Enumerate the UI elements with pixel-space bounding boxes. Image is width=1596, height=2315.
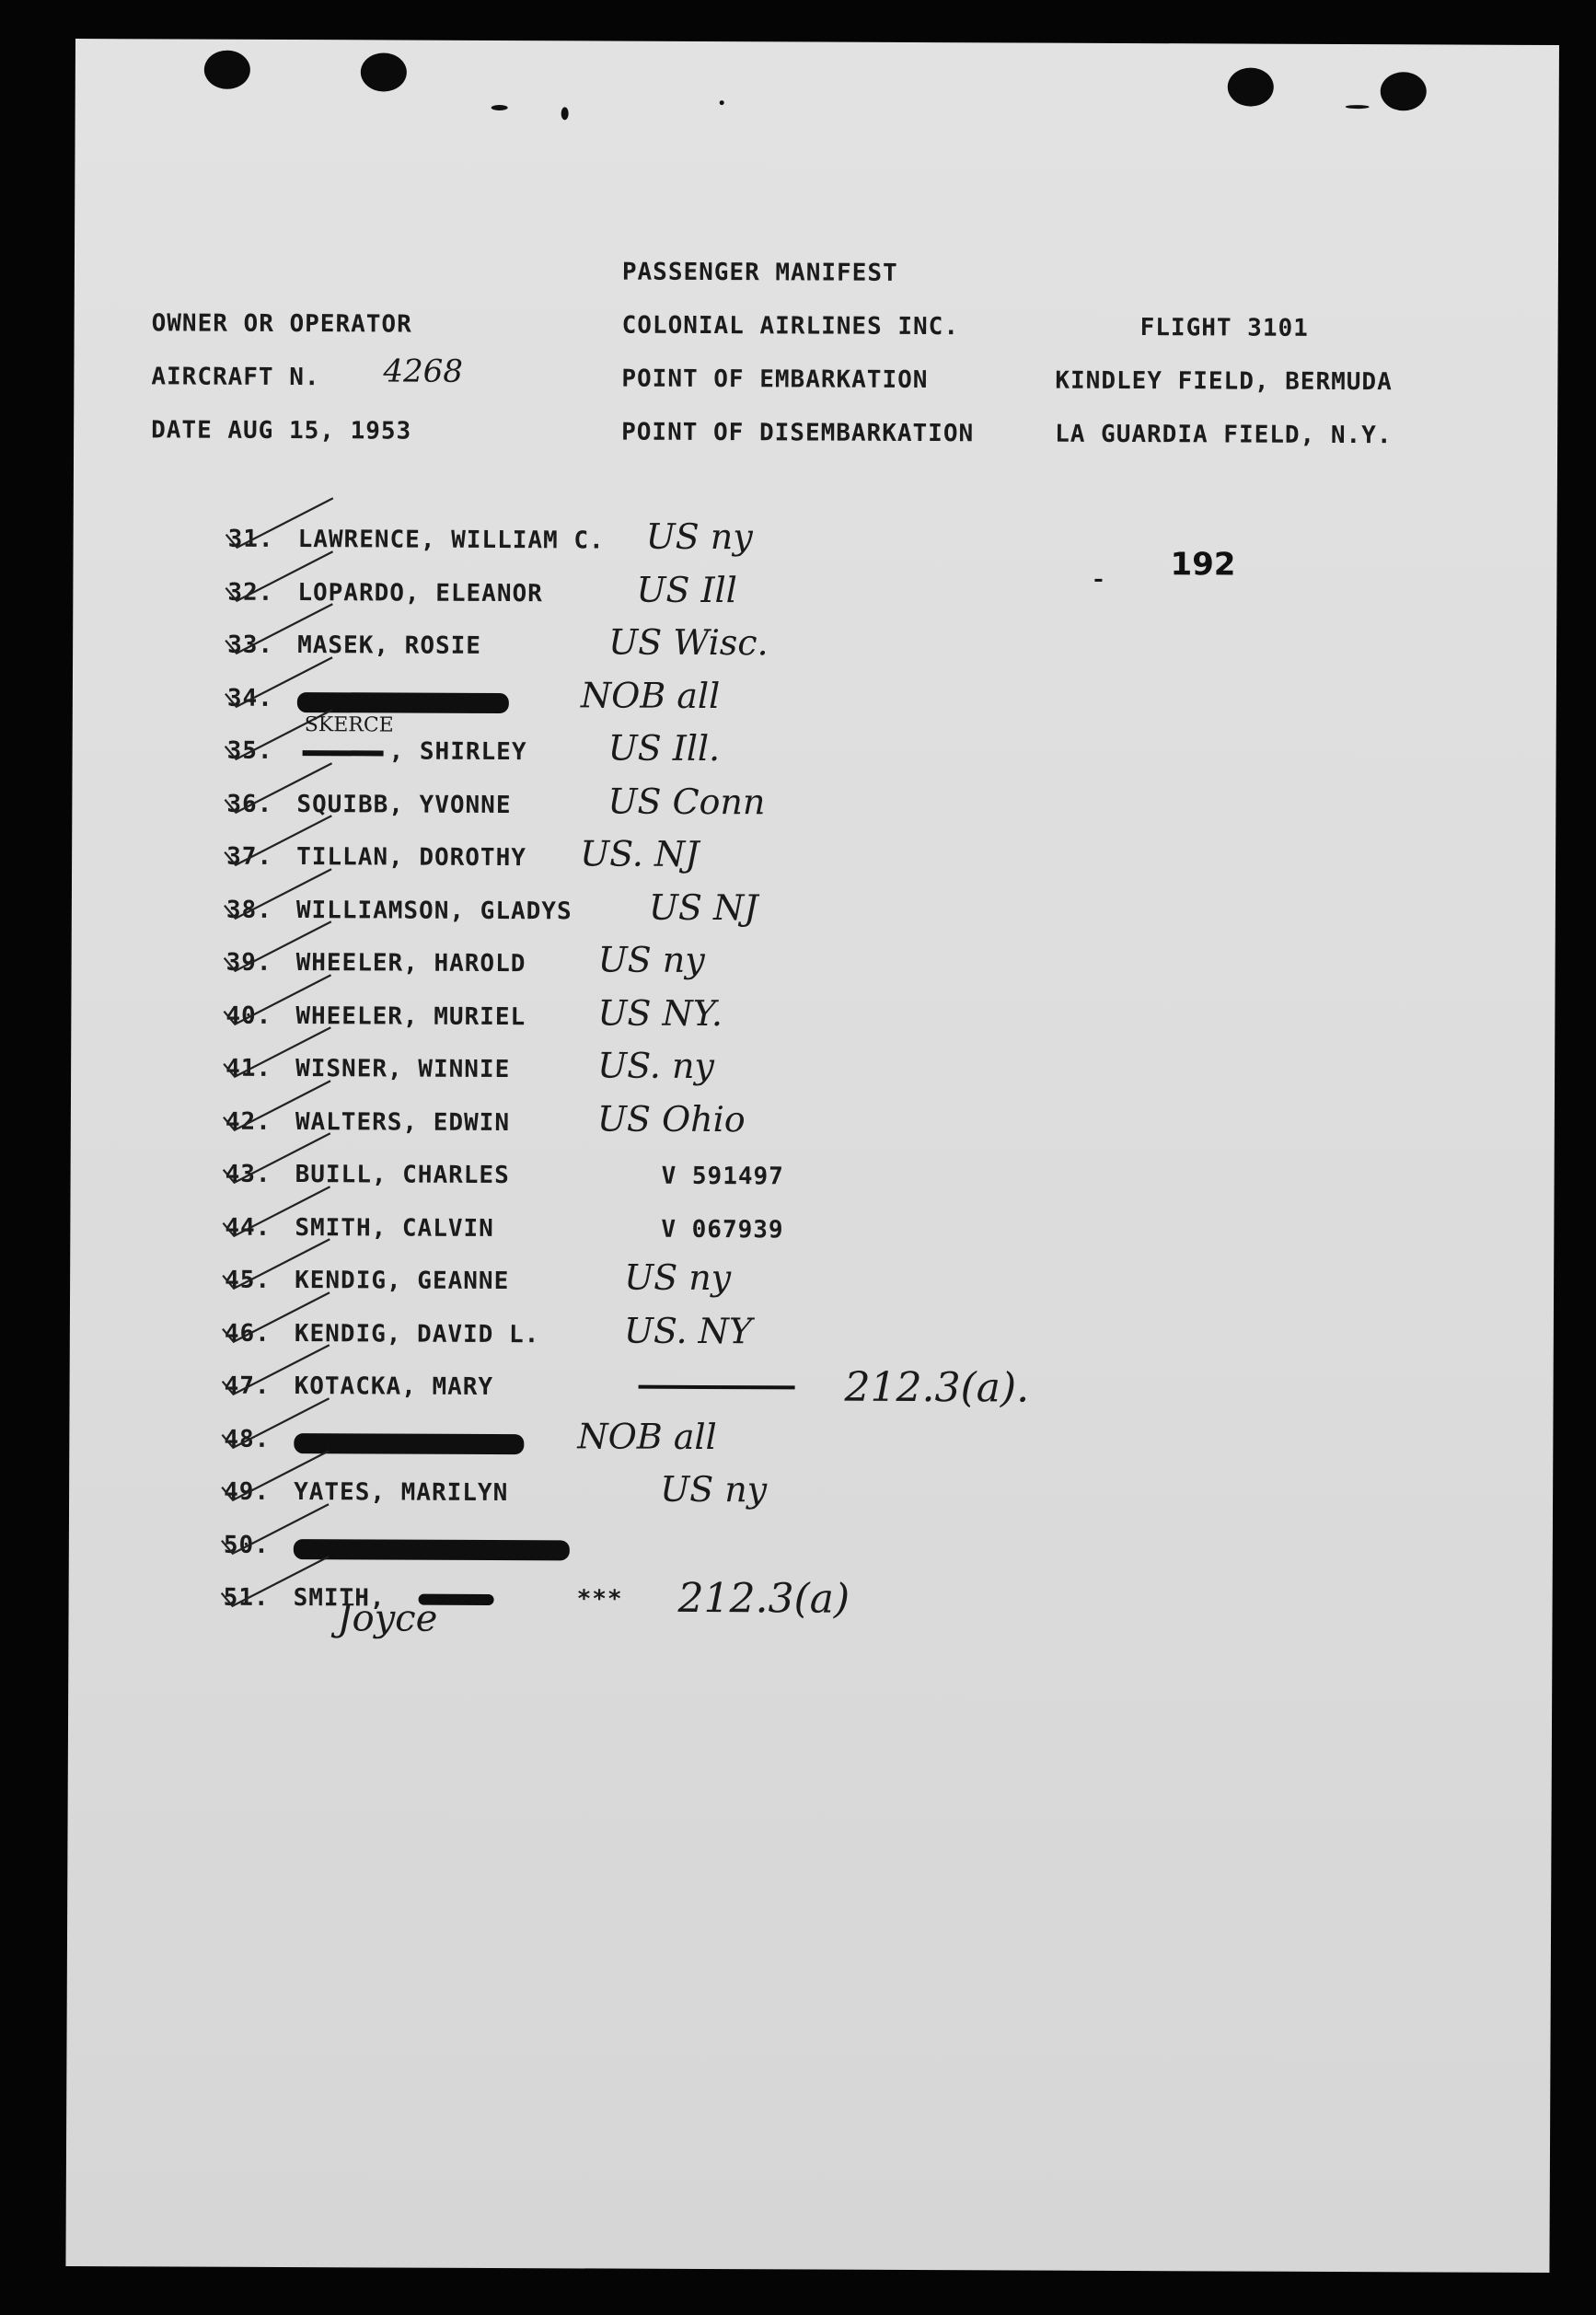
passenger-number: 46. (224, 1319, 271, 1348)
handwritten-nationality-note: US Ill. (607, 727, 721, 770)
passenger-name: WHEELER, HAROLD (295, 949, 526, 978)
passenger-number: 45. (225, 1266, 272, 1294)
passenger-name: KENDIG, GEANNE (295, 1267, 510, 1296)
struck-visa-number (639, 1385, 795, 1390)
flight-number: FLIGHT 3101 (1139, 314, 1309, 342)
handwritten-nationality-note: 212.3(a). (844, 1363, 1030, 1412)
date-label: DATE AUG 15, 1953 (151, 416, 412, 446)
handwritten-nationality-note: US. NJ (580, 833, 700, 874)
tick-mark (1094, 579, 1102, 582)
asterisk-marker: *** (576, 1585, 623, 1614)
passenger-number: 43. (225, 1160, 272, 1188)
passenger-number: 42. (225, 1107, 272, 1136)
embarkation-label: POINT OF EMBARKATION (621, 365, 929, 395)
punch-hole (361, 52, 407, 91)
passenger-name: WISNER, WINNIE (295, 1055, 511, 1084)
passenger-name: LAWRENCE, WILLIAM C. (297, 526, 605, 555)
handwritten-nationality-note: US Conn (607, 781, 766, 822)
handwritten-nationality-note: US NY. (597, 991, 723, 1034)
passenger-number: 47. (224, 1372, 271, 1400)
disembarkation-label: POINT OF DISEMBARKATION (621, 418, 975, 448)
passenger-number: 49. (224, 1477, 271, 1506)
passenger-name: SQUIBB, YVONNE (296, 790, 512, 819)
aircraft-number: 4268 (383, 353, 464, 390)
handwritten-nationality-note: US ny (645, 515, 753, 558)
aircraft-label: AIRCRAFT N. (151, 363, 320, 392)
handwritten-nationality-note: US Ill (636, 569, 737, 610)
passenger-name: KENDIG, DAVID L. (294, 1319, 540, 1348)
passenger-name: TILLAN, DOROTHY (296, 843, 526, 873)
punch-hole (1381, 72, 1427, 110)
passenger-name: WILLIAMSON, GLADYS (295, 896, 572, 925)
passenger-number: 37. (226, 842, 273, 871)
handwritten-nationality-note: US ny (660, 1468, 768, 1511)
passenger-name: SMITH, CALVIN (295, 1213, 494, 1243)
handwritten-nationality-note: US NJ (648, 886, 758, 928)
punch-hole (1228, 67, 1274, 106)
passenger-name: SMITH, (293, 1584, 386, 1613)
speck (1346, 105, 1370, 109)
passenger-number: 33. (227, 631, 274, 659)
visa-number: V 067939 (661, 1215, 784, 1244)
passenger-number: 31. (227, 525, 274, 553)
passenger-name: WHEELER, MURIEL (295, 1001, 526, 1031)
passenger-number: 41. (226, 1054, 272, 1082)
passenger-name: , SHIRLEY (388, 737, 527, 767)
passenger-name: WALTERS, EDWIN (295, 1107, 511, 1137)
page-number: 192 (1170, 546, 1236, 584)
passenger-name: KOTACKA, MARY (294, 1372, 494, 1401)
handwritten-nationality-note: US Ohio (596, 1097, 746, 1140)
speck (492, 105, 508, 110)
redacted-name (297, 692, 509, 713)
redacted-name (294, 1433, 524, 1454)
passenger-number: 51. (223, 1583, 270, 1612)
passenger-number: 38. (226, 896, 272, 924)
passenger-number: 36. (226, 790, 273, 818)
handwritten-nationality-note: US ny (597, 939, 705, 980)
visa-number: V 591497 (661, 1162, 784, 1191)
owner-value: COLONIAL AIRLINES INC. (621, 311, 960, 341)
handwritten-correction: SKERCE (304, 713, 394, 737)
handwritten-nationality-note: 212.3(a) (677, 1574, 850, 1623)
handwritten-nationality-note: NOB all (580, 674, 721, 716)
passenger-number: 50. (223, 1531, 270, 1559)
disembarkation-value: LA GUARDIA FIELD, N.Y. (1055, 420, 1393, 450)
passenger-number: 48. (224, 1425, 271, 1453)
punch-hole (204, 51, 250, 89)
passenger-number: 39. (226, 948, 272, 977)
passenger-name: MASEK, ROSIE (297, 631, 482, 660)
manifest-title: PASSENGER MANIFEST (621, 258, 898, 287)
passenger-name: YATES, MARILYN (294, 1478, 509, 1508)
passenger-number: 34. (226, 684, 273, 712)
manifest-page (65, 39, 1559, 2273)
passenger-name: LOPARDO, ELEANOR (297, 578, 543, 608)
handwritten-correction: Joyce (337, 1597, 438, 1640)
passenger-number: 32. (227, 578, 274, 607)
handwritten-nationality-note: NOB all (577, 1415, 717, 1457)
handwritten-nationality-note: US ny (624, 1256, 732, 1299)
redacted-name (294, 1539, 570, 1560)
speck (561, 107, 569, 120)
embarkation-value: KINDLEY FIELD, BERMUDA (1055, 366, 1393, 397)
passenger-number: 40. (226, 1001, 272, 1030)
handwritten-nationality-note: US. ny (597, 1045, 715, 1087)
passenger-number: 44. (225, 1213, 272, 1242)
crossed-out-name (303, 750, 384, 756)
passenger-name: BUILL, CHARLES (295, 1161, 510, 1190)
owner-label: OWNER OR OPERATOR (151, 309, 412, 339)
handwritten-nationality-note: US Wisc. (608, 621, 769, 664)
handwritten-nationality-note: US. NY (623, 1310, 753, 1351)
passenger-number: 35. (226, 736, 273, 765)
speck (720, 100, 724, 105)
